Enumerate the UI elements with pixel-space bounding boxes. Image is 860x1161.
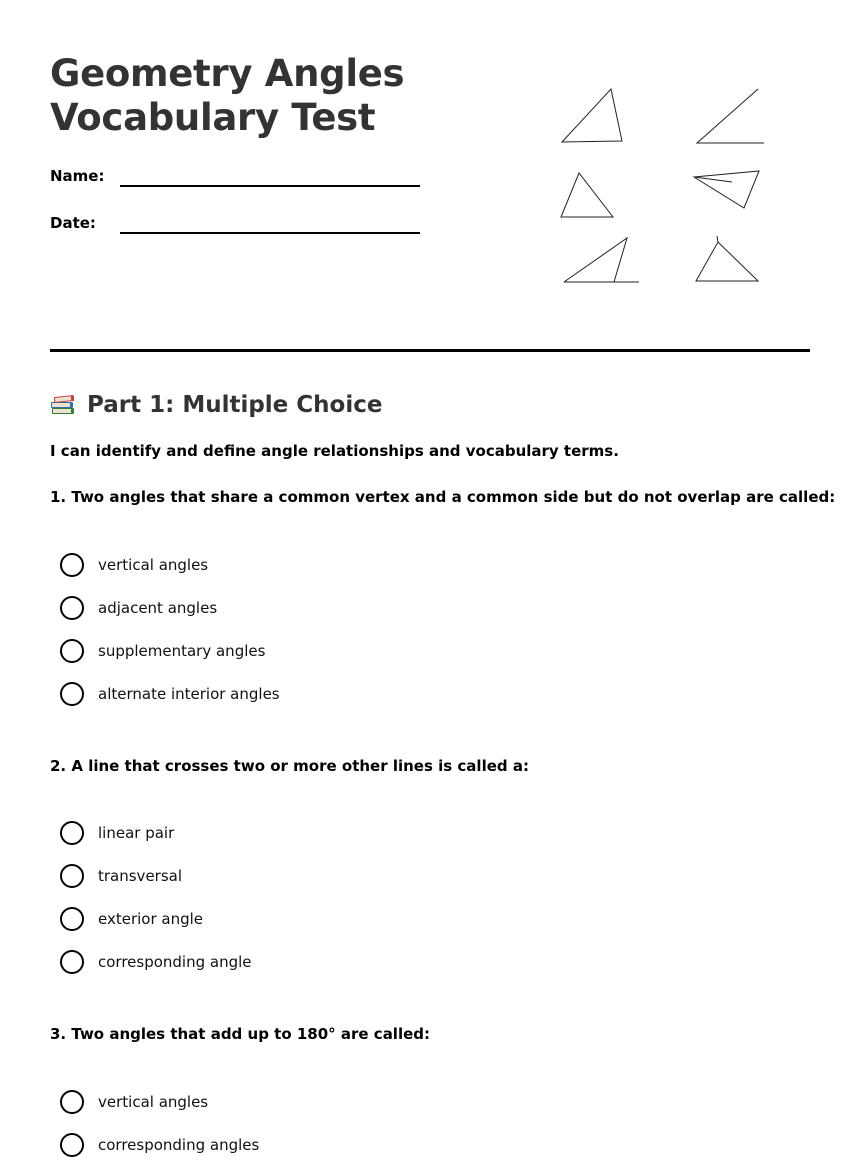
triangle-icon xyxy=(562,89,622,142)
name-label: Name: xyxy=(50,167,105,185)
name-field[interactable] xyxy=(50,166,420,188)
radio-button[interactable] xyxy=(60,596,84,620)
name-input-line[interactable] xyxy=(120,185,420,187)
option-label: adjacent angles xyxy=(98,599,218,617)
q2-option-4[interactable] xyxy=(60,949,252,975)
triangle-sketches-image xyxy=(538,58,802,298)
radio-button[interactable] xyxy=(60,1090,84,1114)
q3-option-2[interactable] xyxy=(60,1132,259,1158)
date-field[interactable] xyxy=(50,213,420,235)
q3-option-1[interactable] xyxy=(60,1089,208,1115)
option-label: supplementary angles xyxy=(98,642,266,660)
radio-button[interactable] xyxy=(60,821,84,845)
q2-option-1[interactable] xyxy=(60,820,174,846)
radio-button[interactable] xyxy=(60,864,84,888)
radio-button[interactable] xyxy=(60,639,84,663)
option-label: vertical angles xyxy=(98,1093,209,1111)
q1-option-1[interactable] xyxy=(60,552,208,578)
radio-button[interactable] xyxy=(60,950,84,974)
triangle-icon xyxy=(561,173,613,217)
q2-option-2[interactable] xyxy=(60,863,182,889)
radio-button[interactable] xyxy=(60,1133,84,1157)
triangle-icon xyxy=(694,171,759,208)
option-label: vertical angles xyxy=(98,556,209,574)
page-title xyxy=(50,52,404,140)
q1-option-3[interactable] xyxy=(60,638,265,664)
angle-icon xyxy=(564,238,627,282)
angle-icon xyxy=(697,89,764,143)
q1-option-4[interactable] xyxy=(60,681,280,707)
q2-option-3[interactable] xyxy=(60,906,203,932)
title-line-2: Vocabulary Test xyxy=(50,96,376,139)
section-heading xyxy=(50,390,382,420)
question-2-text: 2. A line that crosses two or more other lines is called a: xyxy=(50,757,529,775)
books-icon xyxy=(50,393,76,417)
radio-button[interactable] xyxy=(60,682,84,706)
radio-button[interactable] xyxy=(60,907,84,931)
date-input-line[interactable] xyxy=(120,232,420,234)
question-3-text: 3. Two angles that add up to 180° are called: xyxy=(50,1025,431,1043)
option-label: transversal xyxy=(98,867,183,885)
triangle-icon xyxy=(696,242,758,281)
radio-button[interactable] xyxy=(60,553,84,577)
option-label: linear pair xyxy=(98,824,175,842)
learning-objective: I can identify and define angle relationships and vocabulary terms. xyxy=(50,442,619,460)
q1-option-2[interactable] xyxy=(60,595,217,621)
question-1-text: 1. Two angles that share a common vertex and a common side but do not overlap are called: xyxy=(50,488,836,506)
option-label: alternate interior angles xyxy=(98,685,280,703)
date-label: Date: xyxy=(50,214,96,232)
section-divider xyxy=(50,349,810,352)
option-label: exterior angle xyxy=(98,910,204,928)
section-title: Part 1: Multiple Choice xyxy=(87,392,383,418)
option-label: corresponding angle xyxy=(98,953,252,971)
title-line-1: Geometry Angles xyxy=(50,52,405,95)
option-label: corresponding angles xyxy=(98,1136,260,1154)
